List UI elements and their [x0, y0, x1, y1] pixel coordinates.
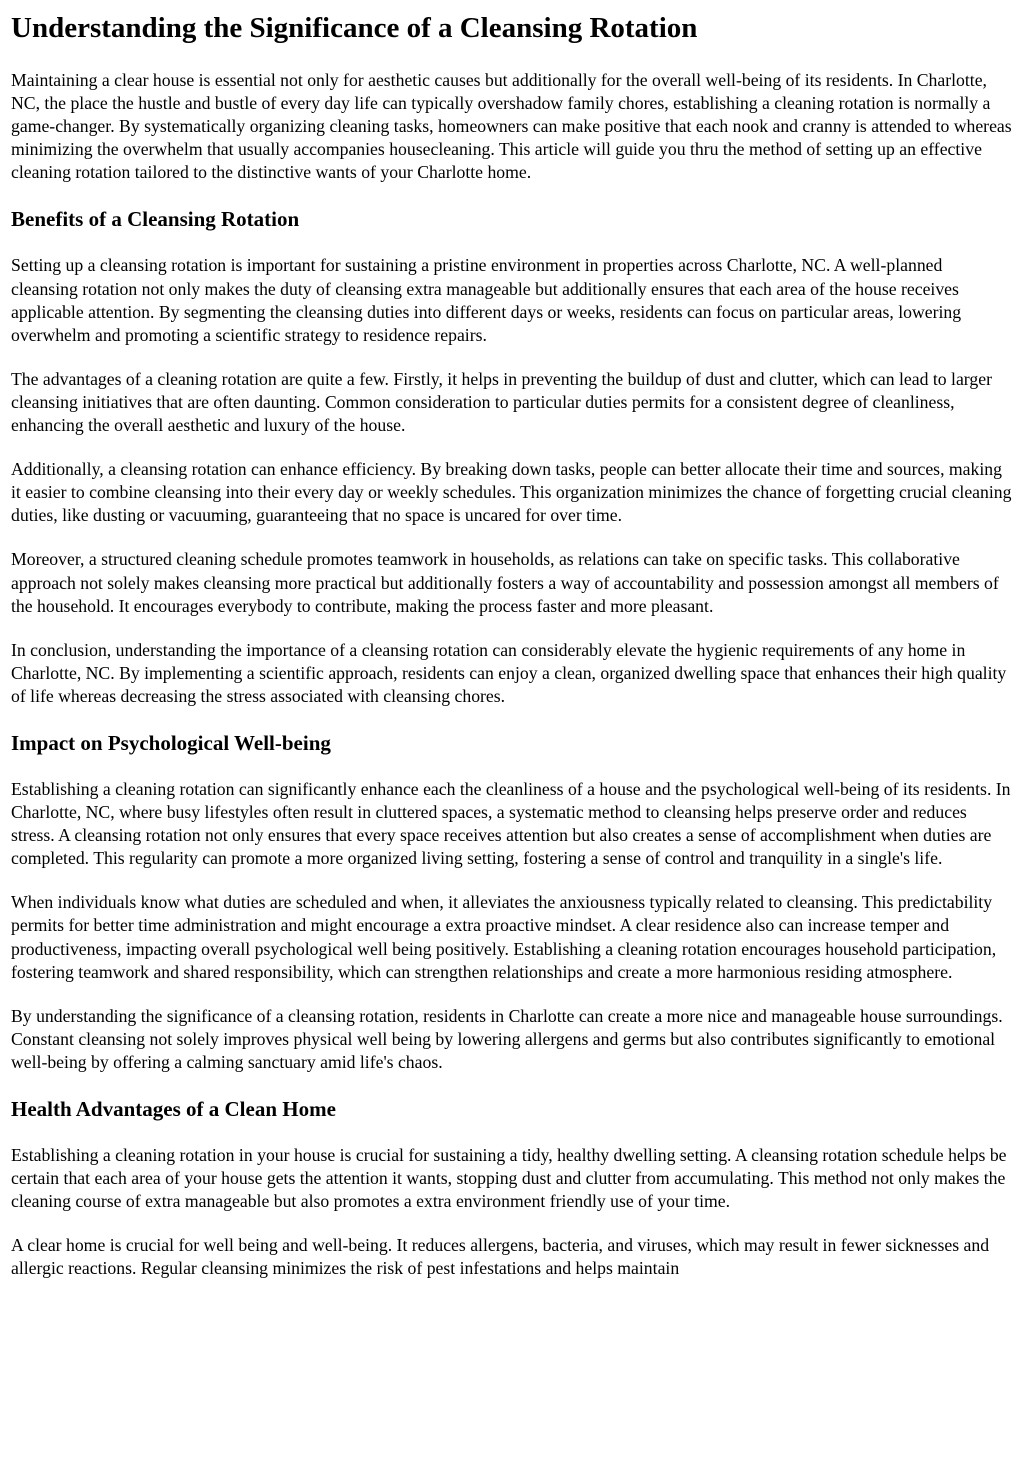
paragraph: Establishing a cleaning rotation can significantly enhance each the cleanliness of a house and the psychological well-being of its residents. In Charlotte, NC, where busy lifestyles often result in cluttered spaces, a systematic method to cleansing helps preserve order and reduces stress. A cleansing rotation not only ensures that every space receives attention but also creates a sense of accomplishment when duties are completed. This regularity can promote a more organized living setting, fostering a sense of control and tranquility in a single's life.	[11, 778, 1011, 869]
paragraph: Moreover, a structured cleaning schedule promotes teamwork in households, as relations can take on specific tasks. This collaborative approach not solely makes cleansing more practical but additionally fosters a way of accountability and possession amongst all members of the household. It encourages everybody to contribute, making the process faster and more pleasant.	[11, 549, 999, 616]
section-heading: Health Advantages of a Clean Home	[11, 1097, 336, 1121]
paragraph: In conclusion, understanding the importance of a cleansing rotation can considerably elevate the hygienic requirements of any home in Charlotte, NC. By implementing a scientific approach, residents can enjoy a clean, organized dwelling space that enhances their high quality of life whereas decreasing the stress associated with cleansing chores.	[11, 639, 1007, 706]
page-title: Understanding the Significance of a Cleansing Rotation	[11, 12, 698, 44]
section-heading: Impact on Psychological Well-being	[11, 730, 331, 755]
intro-paragraph: Maintaining a clear house is essential not only for aesthetic causes but additionally for the overall well-being of its residents. In Charlotte, NC, the place the hustle and bustle of every day life can typically overshadow family chores, establishing a cleaning rotation is normally a game-changer. By systematically organizing cleaning tasks, homeowners can make positive that each nook and cranny is attended to whereas minimizing the overwhelm that usually accompanies housecleaning. This article will guide you thru the method of setting up an effective cleaning rotation tailored to the distinctive wants of your Charlotte home.	[11, 70, 1012, 183]
section-heading: Benefits of a Cleansing Rotation	[11, 207, 300, 232]
paragraph: A clear home is crucial for well being and well-being. It reduces allergens, bacteria, and viruses, which may result in fewer sicknesses and allergic reactions. Regular cleansing minimizes the risk of pest infestations and helps maintain	[11, 1235, 990, 1279]
paragraph: When individuals know what duties are scheduled and when, it alleviates the anxiousness typically related to cleansing. This predictability permits for better time administration and might encourage a extra proactive mindset. A clear residence also can increase temper and productiveness, impacting overall psychological well being positively. Establishing a cleaning rotation encourages household participation, fostering teamwork and shared responsibility, which can strengthen relationships and create a more harmonious residing atmosphere.	[11, 892, 997, 982]
section-psychological-wellbeing	[11, 730, 1013, 1074]
section-health-advantages	[11, 1096, 1013, 1280]
article	[0, 12, 1024, 1280]
paragraph: Establishing a cleaning rotation in your house is crucial for sustaining a tidy, healthy dwelling setting. A cleansing rotation schedule helps be certain that each area of your house gets the attention it wants, stopping dust and clutter from accumulating. This method not only makes the cleaning course of extra manageable but also promotes a extra environment friendly use of your time.	[11, 1145, 1007, 1212]
section-benefits	[11, 206, 1013, 708]
paragraph: The advantages of a cleaning rotation are quite a few. Firstly, it helps in preventing the buildup of dust and clutter, which can lead to larger cleansing initiatives that are often daunting. Common consideration to particular duties permits for a consistent degree of cleanliness, enhancing the overall aesthetic and luxury of the house.	[11, 368, 992, 436]
paragraph: By understanding the significance of a cleansing rotation, residents in Charlotte can create a more nice and manageable house surroundings. Constant cleansing not solely improves physical well being by lowering allergens and germs but also contributes significantly to emotional well-being by offering a calming sanctuary amid life's chaos.	[11, 1005, 1003, 1072]
paragraph: Additionally, a cleansing rotation can enhance efficiency. By breaking down tasks, people can better allocate their time and sources, making it easier to combine cleansing into their every day or weekly schedules. This organization minimizes the chance of forgetting crucial cleaning duties, like dusting or vacuuming, guaranteeing that no space is uncared for over time.	[11, 459, 1012, 526]
paragraph: Setting up a cleansing rotation is important for sustaining a pristine environment in properties across Charlotte, NC. A well-planned cleansing rotation not only makes the duty of cleansing extra manageable but additionally ensures that each area of the house receives applicable attention. By segmenting the cleansing duties into different days or weeks, residents can focus on particular areas, lowering overwhelm and promoting a scientific strategy to residence repairs.	[11, 255, 962, 345]
